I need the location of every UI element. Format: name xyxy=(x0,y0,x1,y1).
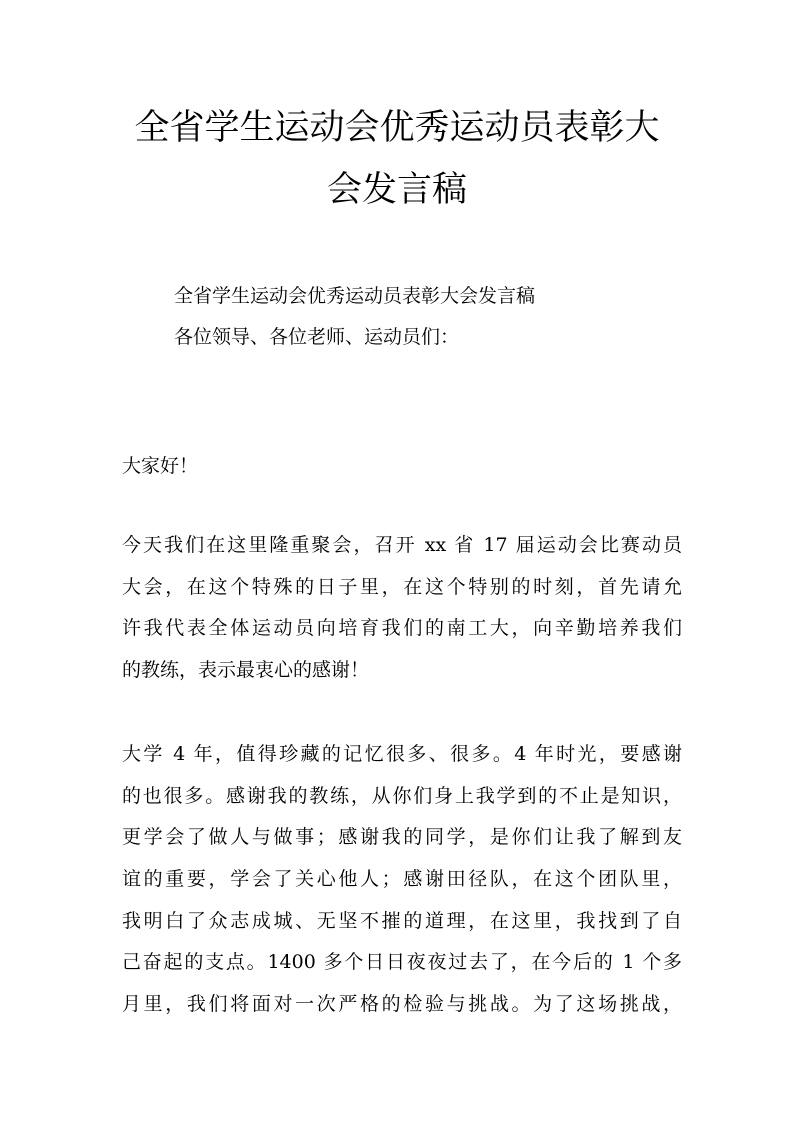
greeting: 大家好！ xyxy=(122,455,199,477)
paragraph-line: 更学会了做人与做事；感谢我的同学，是你们让我了解到友 xyxy=(122,826,682,849)
paragraph-line: 大会，在这个特殊的日子里，在这个特别的时刻，首先请允 xyxy=(122,575,682,598)
salutation: 各位领导、各位老师、运动员们： xyxy=(174,326,460,348)
paragraph-opening xyxy=(122,533,682,700)
paragraph-line: 今天我们在这里隆重聚会，召开 xx 省 17 届运动会比赛动员 xyxy=(122,534,682,556)
paragraph-line: 许我代表全体运动员向培育我们的南工大，向辛勤培养我们 xyxy=(122,617,682,640)
paragraph-line: 己奋起的支点。1400 多个日日夜夜过去了，在今后的 1 个多 xyxy=(122,951,682,974)
paragraph-line: 的也很多。感谢我的教练，从你们身上我学到的不止是知识， xyxy=(122,784,682,807)
paragraph-line: 大学 4 年，值得珍藏的记忆很多、很多。4 年时光，要感谢 xyxy=(122,743,682,765)
paragraph-line: 谊的重要，学会了关心他人；感谢田径队，在这个团队里， xyxy=(122,868,682,891)
document-title-line-2: 会发言稿 xyxy=(326,170,467,210)
document-title-line-1: 全省学生运动会优秀运动员表彰大 xyxy=(134,108,660,148)
paragraph-line: 我明白了众志成城、无坚不摧的道理，在这里，我找到了自 xyxy=(122,909,682,932)
document-subtitle: 全省学生运动会优秀运动员表彰大会发言稿 xyxy=(174,285,536,307)
paragraph-line: 的教练，表示最衷心的感谢！ xyxy=(122,659,370,682)
paragraph-thanks xyxy=(122,742,682,1034)
paragraph-line: 月里，我们将面对一次严格的检验与挑战。为了这场挑战， xyxy=(122,993,682,1016)
